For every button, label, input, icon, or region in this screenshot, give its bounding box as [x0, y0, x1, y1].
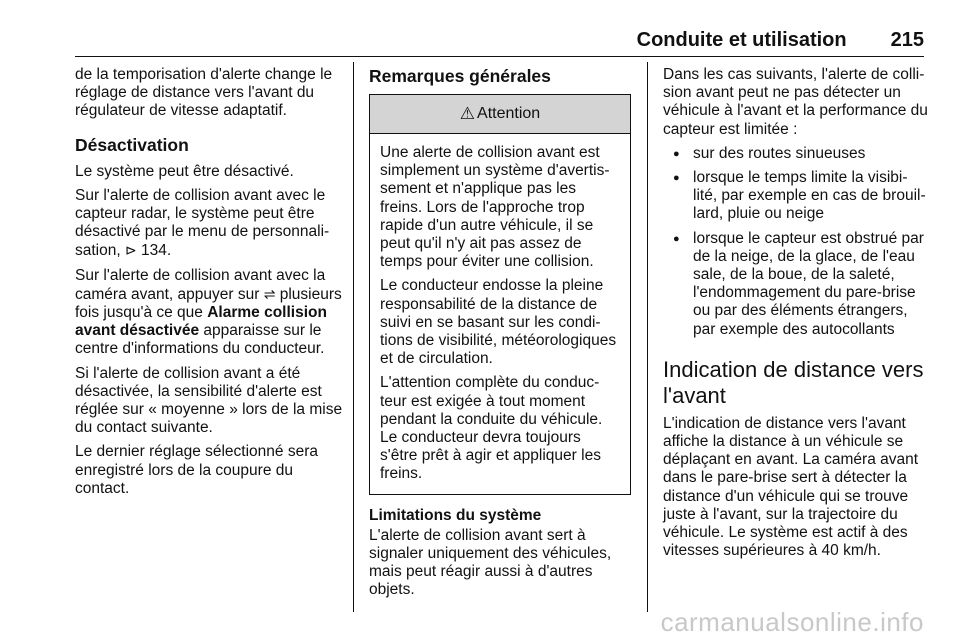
- paragraph: [75, 267, 345, 359]
- paragraph: [75, 187, 345, 261]
- page-header: [75, 26, 924, 57]
- column-right: [663, 66, 929, 566]
- paragraph: Le système peut être désactivé.: [75, 162, 294, 180]
- paragraph: Le dernier réglage sélectionné sera enregistré lors de la coupure du contact.: [75, 443, 318, 497]
- column-middle: [369, 66, 631, 606]
- paragraph: Dans les cas suivants, l'alerte de colli-sion avant peut ne pas détecter un véhicule à l'avant et la performance du capteur est limitée :: [663, 66, 928, 138]
- watermark: carmanualsonline.info: [660, 607, 924, 637]
- section-heading-distance-indication: Indication de distance vers l'avant: [663, 356, 924, 408]
- paragraph: Le conducteur endosse la pleine responsabilité de la distance de suivi en se basant sur les condi-tions de visibilité, météorologiques et de circulation.: [380, 277, 617, 368]
- paragraph: L'indication de distance vers l'avant affiche la distance à un véhicule se déplaçant en avant. La caméra avant dans le pare-brise sert à détecter la distance d'un véhicule qui se trouve juste à l'avant, sur la trajectoire du véhicule. Le système est actif à des vitesses supérieures à 40 km/h.: [663, 414, 919, 560]
- column-divider: [647, 62, 648, 612]
- list-item: ● lorsque le capteur est obstrué par de la neige, de la glace, de l'eau sale, de la boue, de la saleté, l'endommagement du pare-brise ou par des éléments étrangers, par exemple des autocollants: [663, 230, 929, 339]
- page-title: Conduite et utilisation: [636, 29, 847, 51]
- paragraph: L'alerte de collision avant sert à signaler uniquement des véhicules, mais peut réagir aussi à d'autres objets.: [369, 526, 612, 599]
- list-item: ● sur des routes sinueuses: [663, 145, 929, 163]
- page-number: 215: [890, 29, 924, 51]
- reference-arrow-icon: ⊳: [124, 242, 137, 259]
- column-left: [75, 66, 345, 504]
- paragraph-text: Sur l'alerte de collision avant avec la caméra avant, appuyer sur: [75, 266, 326, 303]
- section-heading-general-notes: Remarques générales: [369, 66, 551, 86]
- list-item: ● lorsque le temps limite la visibi-lité, par exemple en cas de brouil-lard, pluie ou neige: [663, 169, 929, 224]
- paragraph: de la temporisation d'alerte change le réglage de distance vers l'avant du régulateur de vitesse adaptatif.: [75, 66, 333, 120]
- paragraph: Si l'alerte de collision avant a été désactivée, la sensibilité d'alerte est réglée sur « moyenne » lors de la mise du contact suivante.: [75, 364, 343, 437]
- paragraph-text: Sur l'alerte de collision avant avec le capteur radar, le système peut être désactivé par le menu de personnali-sation,: [75, 186, 330, 260]
- display-message: Alarme collision avant désactivée: [75, 304, 327, 340]
- attention-box: [369, 94, 631, 495]
- page-reference[interactable]: 134.: [141, 242, 172, 260]
- subsection-heading-system-limits: Limitations du système: [369, 506, 542, 524]
- attention-header: [370, 95, 630, 134]
- warning-triangle-icon: ⚠: [459, 103, 476, 123]
- attention-label: Attention: [477, 104, 541, 122]
- bullet-list: [663, 145, 929, 339]
- column-divider: [353, 62, 354, 612]
- collision-alert-button-icon: ⇌: [263, 285, 276, 302]
- attention-body: [370, 134, 630, 494]
- paragraph: L'attention complète du conduc-teur est exigée à tout moment pendant la conduite du véhicule. Le conducteur devra toujours s'être prêt à agir et appliquer les freins.: [380, 374, 603, 483]
- paragraph-text: plusieurs fois jusqu'à ce que: [75, 285, 342, 322]
- section-heading-deactivation: Désactivation: [75, 134, 189, 155]
- paragraph: Une alerte de collision avant est simplement un système d'avertis-sement et n'applique pas les freins. Lors de l'approche trop rapide d'un autre véhicule, il se peut qu'il n'y ait pas assez de temps pour éviter une collision.: [380, 144, 610, 271]
- paragraph-text: apparaisse sur le centre d'informations du conducteur.: [75, 322, 325, 358]
